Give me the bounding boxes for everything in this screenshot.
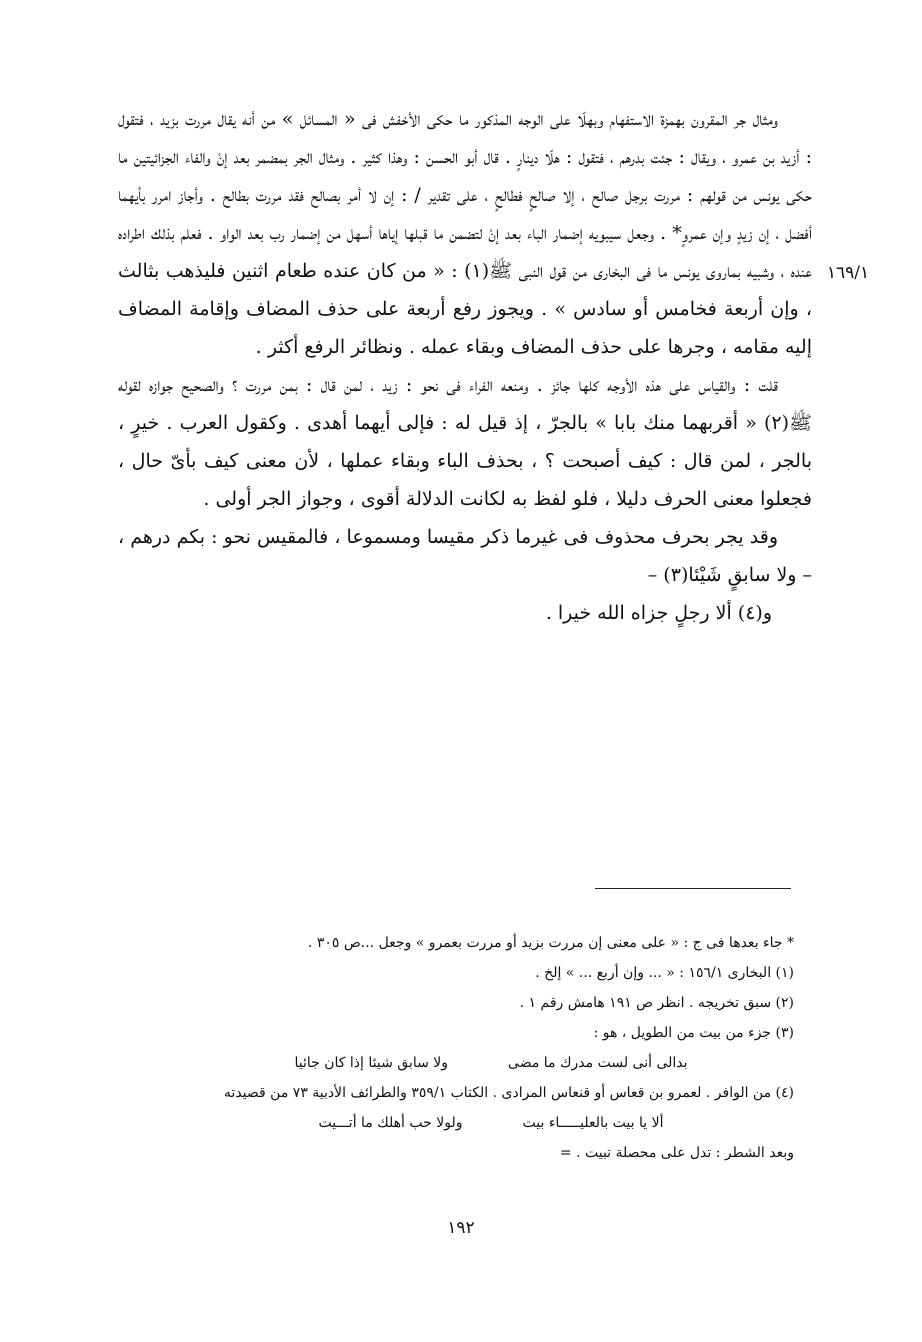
verse-line: و(٤) ألا رجلٍ جزاه الله خيرا .: [545, 602, 772, 624]
footnote-2: (٢) سبق تخريجه . انظر ص ١٩١ هامش رقم ١ .: [519, 995, 794, 1011]
paragraph-3: وقد يجر بحرف محذوف فى غيرما ذكر مقيسا ومسموعا ، فالمقيس نحو : بكم درهم ، – ولا سابقٍ شَيْئا(٣) –: [118, 526, 812, 586]
manuscript-folio-reference: ١٦٩/١: [826, 263, 870, 283]
verse-first-hemistich: بدالى أنى لست مدرك ما مضى: [508, 1055, 688, 1071]
verse-second-hemistich: ولولا حب أهلك ما أتـــيت: [318, 1115, 463, 1131]
paragraph-2: قلت : والقياس على هذه الأوجه كلها جائز . ومنعه الفراء فى نحو : زيد ، لمن قال : بمن مررت ؟ والصحيح جوازه لقوله ﷺ(٢) « أقربهما منك بابا » بالجرّ ، إذ قيل له : فإلى أيهما أهدى . وكقول العرب . خيرٍ ، بالجر ، لمن قال : كيف أصبحت ؟ ، بحذف الباء وبقاء عملها ، لأن معنى كيف بأىّ حال ، فجعلوا معنى الحرف دليلا ، فلو لفظ به لكانت الدلالة أقوى ، وجواز الجر أولى .: [118, 374, 812, 510]
footnotes-section: [128, 928, 794, 1168]
verse-second-hemistich: ولا سابق شيئا إذا كان جائيا: [294, 1055, 449, 1071]
paragraph-1: ومثال جر المقرون بهمزة الاستفهام وبهلّا على الوجه المذكور ما حكى الأخفش فى « المسائل » من أنه يقال مررت بزيد ، فتقول : أزيد بن عمرو ، ويقال : جئت بدرهم ، فتقول : هلّا دينارٍ . قال أبو الحسن : وهذا كثير . ومثال الجر بمضمر بعد إنْ والفاء الجزائيتين ما حكى يونس من قولهم : مررت برجل صالح ، إلا صالحٍ فطالحٍ ، على تقدير / : إن لا أمر بصالح فقد مررت بطالح . وأجاز امرر بأيهما أفضل ، إن زيدٍ وإن عمروٍ* . وجعل سيبويه إضمار الباء بعد إنْ لتضمن ما قبلها إياها أسهل من إضمار رب بعد الواو . فعلم بذلك اطراده عنده ، وشبيه بماروى يونس ما فى البخارى من قول النبى ﷺ(١) : « من كان عنده طعام اثنين فليذهب بثالث ، وإن أربعة فخامس أو سادس » . ويجوز رفع أربعة على حذف المضاف وإقامة المضاف إليه مقامه ، وجرها على حذف المضاف وبقاء عمله . ونظائر الرفع أكثر .: [118, 108, 812, 358]
footnote-4-continuation: وبعد الشطر : تدل على محصلة تبيت . =: [559, 1145, 794, 1161]
main-body-text: [118, 100, 812, 632]
footnote-separator-line: [595, 888, 791, 889]
footnote-4: (٤) من الوافر . لعمرو بن قعاس أو قنعاس المرادى . الكتاب ٣٥٩/١ والطرائف الأدبية ٧٣ من قصيدته: [223, 1085, 794, 1101]
footnote-3: (٣) جزء من بيت من الطويل ، هو :: [593, 1025, 794, 1041]
footnote-3-verse: [128, 1048, 794, 1078]
footnote-1: (١) البخارى ١٥٦/١ : « ... وإن أربع ... » إلخ .: [535, 965, 794, 981]
footnote-asterisk: * جاء بعدها فى ج : « على معنى إن مررت بزيد أو مررت بعمرو » وجعل ...ص ٣٠٥ .: [307, 935, 794, 951]
footnote-4-verse: [128, 1108, 794, 1138]
page-number: ١٩٢: [447, 1218, 475, 1238]
verse-first-hemistich: ألا يا بيت بالعليـــــاء بيت: [522, 1115, 664, 1131]
